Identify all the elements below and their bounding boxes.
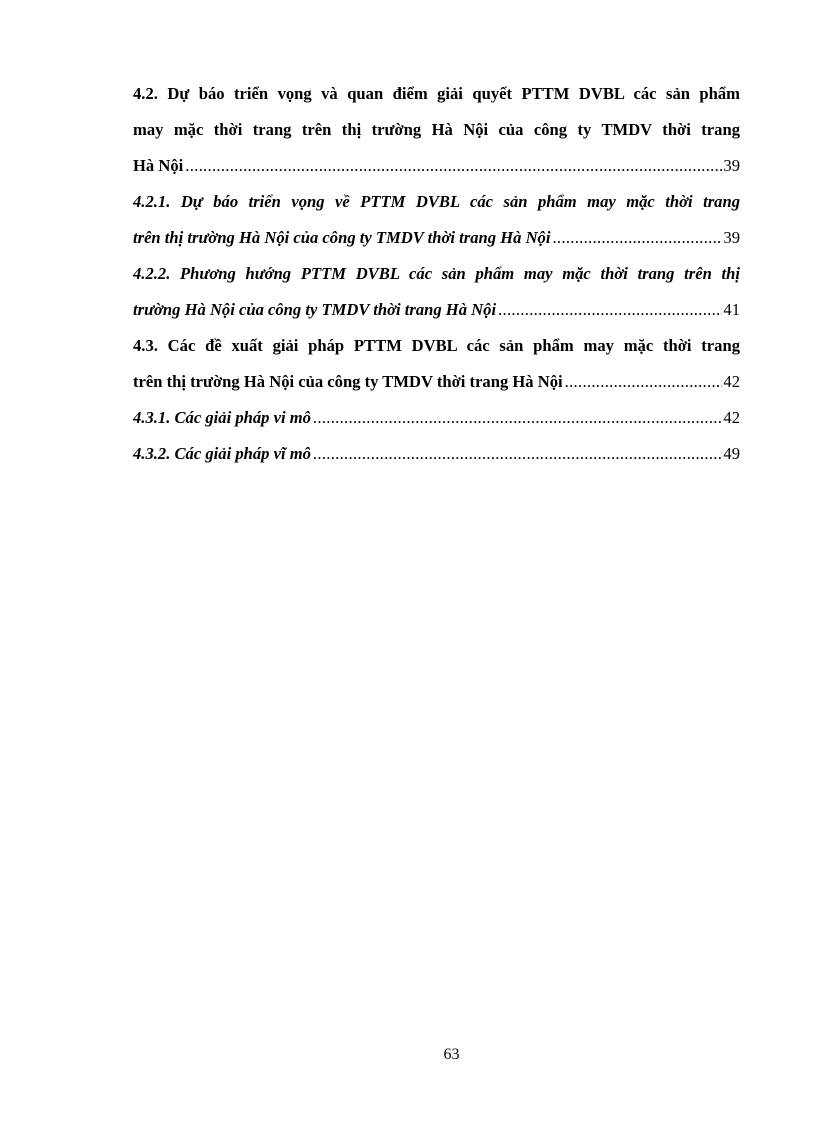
toc-entry-4-3[interactable] [133, 328, 740, 400]
toc-entry-4-3-2[interactable] [133, 436, 740, 472]
toc-entry-text: Hà Nội [133, 156, 184, 175]
toc-leader-dots [313, 436, 722, 472]
toc-entry-last-line [133, 400, 740, 436]
toc-leader-dots [185, 148, 722, 184]
toc-page-number: 39 [723, 156, 740, 175]
toc-entry-last-line [133, 364, 740, 400]
toc-entry-last-line [133, 436, 740, 472]
toc-entry-text: trên thị trường Hà Nội của công ty TMDV thời trang Hà Nội [133, 372, 563, 391]
toc-leader-dots [565, 364, 723, 400]
toc-page-number: 42 [723, 372, 740, 391]
toc-entry-line: 4.3. Các đề xuất giải pháp PTTM DVBL các sản phẩm may mặc thời trang [133, 336, 740, 355]
toc-entry-text: trên thị trường Hà Nội của công ty TMDV thời trang Hà Nội [133, 228, 551, 247]
toc-entry-4-2-1[interactable] [133, 184, 740, 256]
toc-entry-last-line [133, 148, 740, 184]
toc-page-number: 39 [723, 228, 740, 247]
toc-entry-last-line [133, 220, 740, 256]
toc-page-number: 42 [723, 408, 740, 427]
toc-leader-dots [313, 400, 722, 436]
toc-entry-last-line [133, 292, 740, 328]
table-of-contents [133, 76, 740, 472]
toc-entry-line: may mặc thời trang trên thị trường Hà Nội của công ty TMDV thời trang [133, 120, 740, 139]
toc-leader-dots [498, 292, 722, 328]
toc-page-number: 49 [723, 444, 740, 463]
page-number-footer: 63 [443, 1046, 460, 1063]
toc-entry-line: 4.2. Dự báo triển vọng và quan điểm giải quyết PTTM DVBL các sản phẩm [133, 84, 740, 103]
toc-entry-line: 4.2.2. Phương hướng PTTM DVBL các sản phẩm may mặc thời trang trên thị [133, 264, 740, 283]
toc-entry-text: 4.3.1. Các giải pháp vi mô [133, 408, 311, 427]
toc-entry-text: trường Hà Nội của công ty TMDV thời trang Hà Nội [133, 300, 497, 319]
toc-page-number: 41 [723, 300, 740, 319]
toc-entry-4-3-1[interactable] [133, 400, 740, 436]
toc-entry-text: 4.3.2. Các giải pháp vĩ mô [133, 444, 311, 463]
toc-entry-4-2[interactable] [133, 76, 740, 184]
toc-leader-dots [552, 220, 722, 256]
toc-entry-line: 4.2.1. Dự báo triển vọng về PTTM DVBL các sản phẩm may mặc thời trang [133, 192, 740, 211]
toc-entry-4-2-2[interactable] [133, 256, 740, 328]
